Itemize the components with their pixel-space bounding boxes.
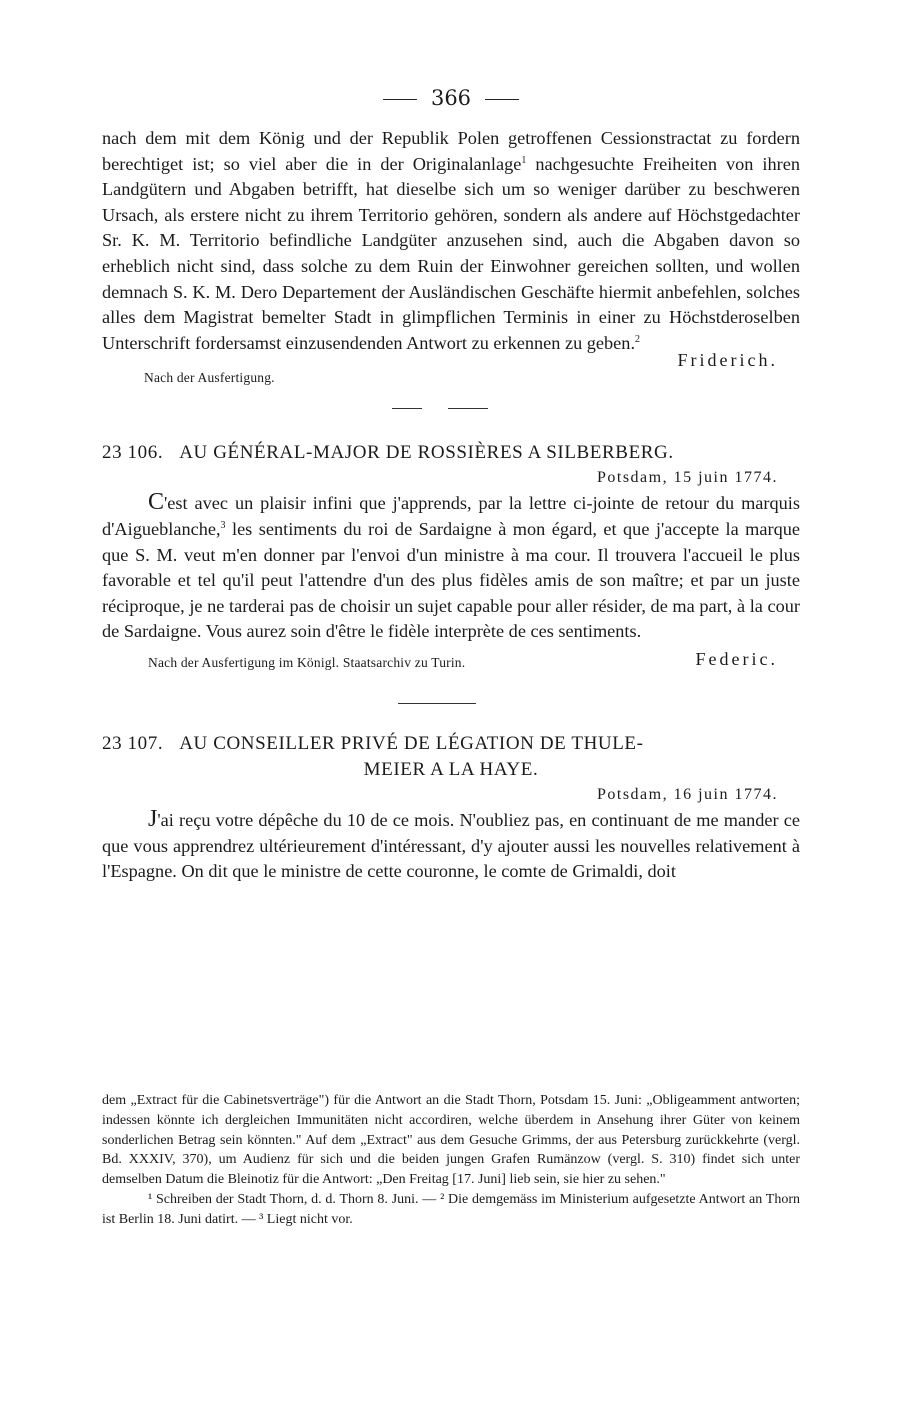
letter-23106-dropcap: C — [148, 489, 165, 516]
prev-letter-text — [102, 126, 800, 356]
letter-23107-place: Potsdam, — [596, 785, 669, 803]
letter-23106-place: Potsdam, — [596, 469, 669, 487]
letter-23107-dropcap: J — [148, 805, 158, 832]
letter-23107-heading-line2: MEIER A LA HAYE. — [363, 758, 539, 780]
prev-letter-text-part2: nachgesuchte Freiheiten von ihren Landgütern und Abgaben betrifft, hat dieselbe sich um so weniger darüber zu beschweren Ursach, als erstere nicht zu ihrem Territorio gehören, sondern als andere auf Höchstgedachter Sr. K. M. Territorio befindliche Landgüter anzusehen sind, auch die Abgaben davon so erheblich nicht sind, dass solche zu dem Ruin der Einwohner gereichen sollten, und wollen demnach S. K. M. Dero Departement der Ausländischen Geschäfte hiermit anbefehlen, solches alles dem Magistrat bemelter Stadt in glimpflichen Terminis in einer zu Höchstderoselben Unterschrift fordersamst einzusendenden Antwort zu erkennen zu geben. — [102, 153, 800, 353]
letter-23107-number: 23 107. — [102, 732, 164, 754]
prev-letter-signature: Friderich. — [677, 350, 778, 371]
letter-23107-heading-line1: AU CONSEILLER PRIVÉ DE LÉGATION DE THULE- — [179, 732, 644, 754]
page-number: 366 — [430, 86, 472, 110]
letter-23107-title — [102, 731, 800, 783]
footnote-notes: ¹ Schreiben der Stadt Thorn, d. d. Thorn 8. Juni. — ² Die demgemäss im Ministerium aufgesetzte Antwort an Thorn ist Berlin 18. Juni datirt. — ³ Liegt nicht vor. — [102, 1191, 800, 1227]
footnote-ref-2: 2 — [635, 333, 641, 345]
letter-23107-body — [102, 807, 800, 885]
header-dash-right — [485, 99, 519, 100]
letter-23107-place-date — [102, 783, 800, 807]
footnote-ref-3: 3 — [220, 519, 226, 531]
letter-23106-signature-row — [102, 645, 800, 683]
letter-23107-text-part1: 'ai reçu votre dépêche du 10 de ce mois. N'oubliez pas, en continuant de me mander ce que vous apprendrez ultérieurement d'intéressant, d'y ajouter aussi les nouvelles relativement à l'Espagne. On dit que le ministre de cette couronne, le comte de Grimaldi, doit — [102, 809, 800, 882]
letter-23106-title — [102, 440, 800, 466]
footnotes — [102, 1091, 800, 1230]
letter-23106-body — [102, 490, 800, 645]
letter-23107-text — [102, 807, 800, 885]
prev-letter-text-part1: nach dem mit dem König und der Republik Polen getroffenen Cessionstractat zu fordern berechtiget ist; so viel aber die in der Originalanlage — [102, 128, 800, 174]
section-divider-1 — [102, 394, 800, 440]
page-header — [102, 86, 800, 116]
page-content — [102, 86, 800, 885]
prev-letter-signature-row — [102, 350, 800, 394]
letter-23106-signature: Federic. — [695, 648, 778, 669]
letter-23106-number: 23 106. — [102, 442, 164, 464]
letter-23106-text-part1: 'est avec un plaisir infini que j'apprends, par la lettre ci-jointe de retour du marquis d'Aigueblanche, — [102, 493, 800, 539]
letter-23106-text-part2: les sentiments du roi de Sardaigne à mon égard, et que j'accepte la marque que S. M. veut m'en donner par l'envoi d'un ministre à ma cour. Il trouvera l'accueil le plus favorable et tel qu'il peut l'attendre d'un des plus fidèles amis de son maître; et par un juste réciproque, je ne tarderai pas de choisir un sujet capable pour aller résider, de ma part, à la cour de Sardaigne. Vous aurez soin d'être le fidèle interprète de ces sentiments. — [102, 518, 800, 642]
letter-23106-place-date — [102, 466, 800, 490]
prev-letter-source: Nach der Ausfertigung. — [144, 370, 275, 386]
letter-23106-heading: AU GÉNÉRAL-MAJOR DE ROSSIÈRES A SILBERBERG. — [179, 442, 674, 464]
letter-23106-source: Nach der Ausfertigung im Königl. Staatsarchiv zu Turin. — [148, 654, 466, 670]
footnote-ref-1: 1 — [521, 154, 527, 166]
letter-23106-text — [102, 490, 800, 645]
section-divider-2 — [102, 683, 800, 731]
letter-23107-date: 16 juin 1774. — [673, 785, 778, 803]
footnote-continuation: dem „Extract für die Cabinetsverträge") für die Antwort an die Stadt Thorn, Potsdam 15. Juni: „Obligeamment antworten; indessen könnte ich dergleichen Immunitäten nicht accordiren, welche überdem in Ansehung ihrer Güter von keinem sonderlichen Betrag sein könnten." Auf dem „Extract" aus dem Gesuche Grimms, der aus Petersburg zurückkehrte (vergl. Bd. XXXIV, 370), um Audienz für sich und die beiden jungen Grafen Rumänzow (vergl. S. 310) findet sich unter demselben Datum die Bleinotiz für die Antwort: „Den Freitag [17. Juni] lieb sein, sie hier zu sehen." — [102, 1093, 800, 1188]
header-dash-left — [383, 99, 417, 100]
letter-23106-date: 15 juin 1774. — [673, 469, 778, 487]
prev-letter-body — [102, 126, 800, 356]
